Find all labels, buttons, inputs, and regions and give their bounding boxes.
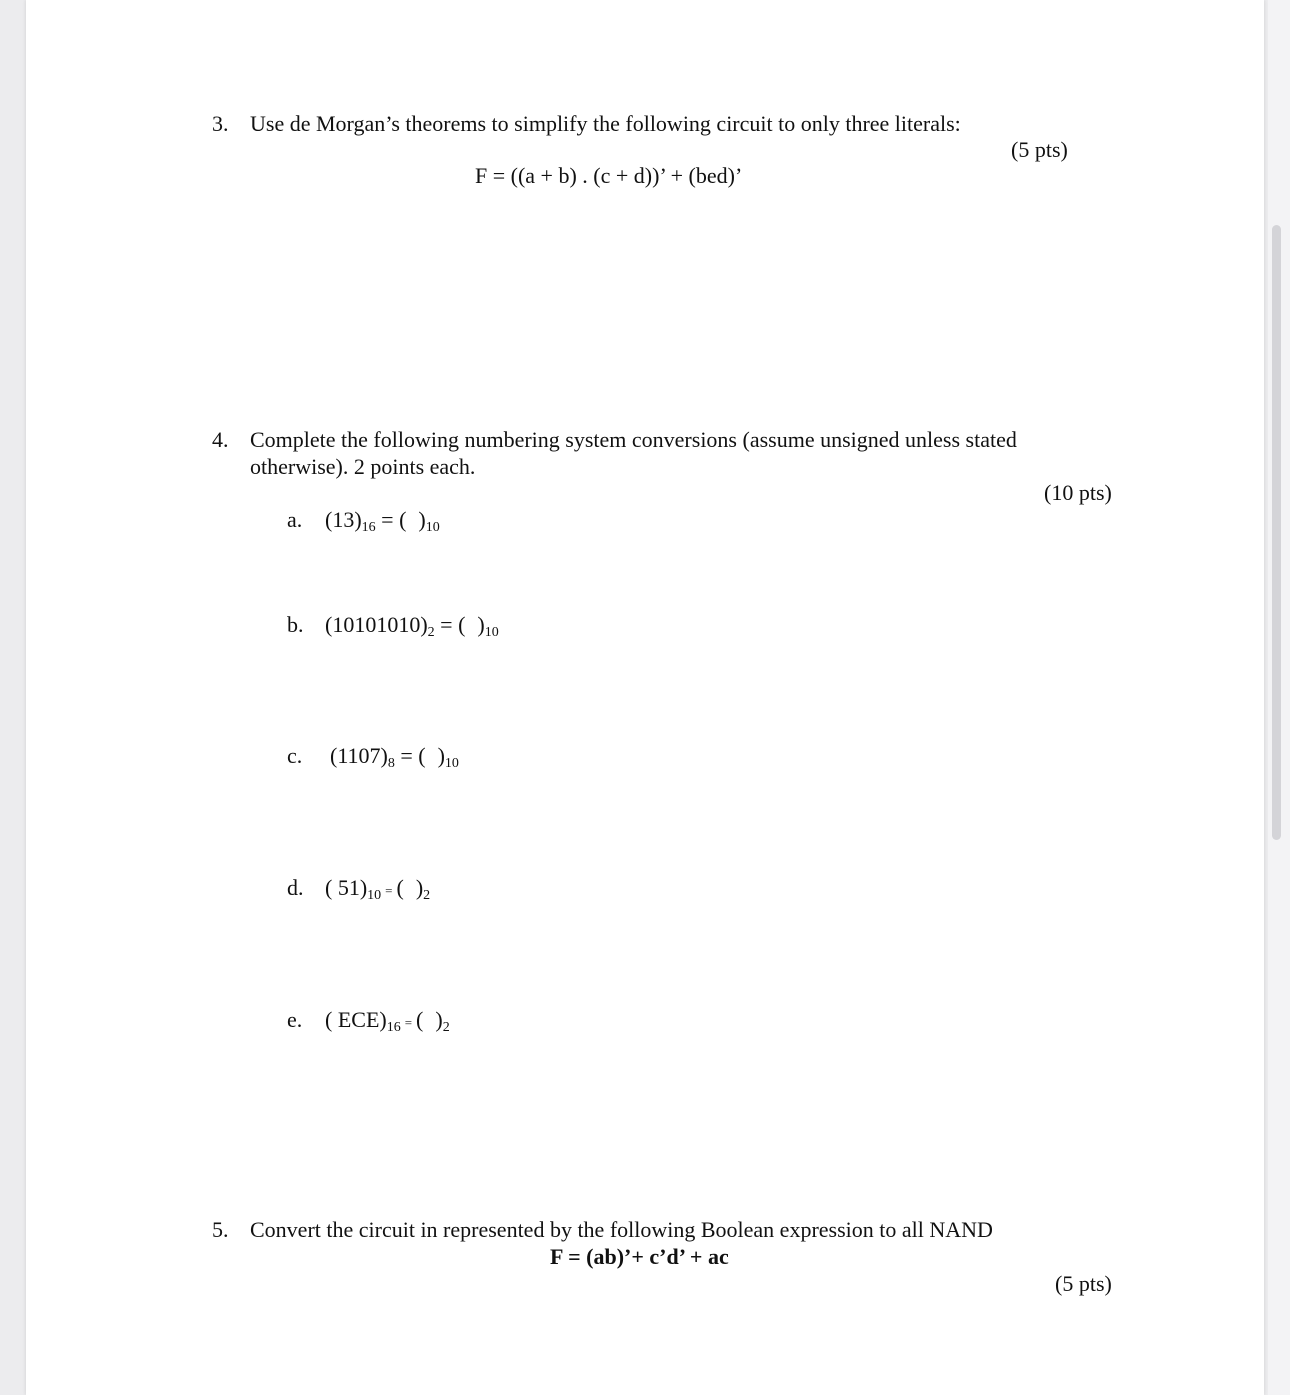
q4a-from-base: 16 (361, 520, 376, 535)
q4e-eq: = (404, 1015, 413, 1030)
q4d-from-base: 10 (367, 888, 382, 903)
scrollbar-thumb[interactable] (1272, 225, 1281, 840)
q4b-close: ) (477, 612, 485, 637)
q3-number: 3. (212, 111, 229, 136)
q5-text: Convert the circuit in represented by the following Boolean expression to all NAND (250, 1217, 993, 1242)
q4b-to-base: 10 (484, 625, 499, 640)
q4e-close: ) (435, 1007, 443, 1032)
q3-text: Use de Morgan’s theorems to simplify the following circuit to only three literals: (250, 111, 961, 136)
q4e-to-base: 2 (442, 1020, 450, 1035)
q4e-label: e. (287, 1007, 303, 1032)
q4-number: 4. (212, 427, 229, 452)
q4e-expression (325, 1007, 450, 1036)
q4d-label: d. (287, 875, 304, 900)
q4c-label: c. (287, 743, 303, 768)
q4a-close: ) (418, 507, 426, 532)
q3-formula: F = ((a + b) . (c + d))’ + (bed)’ (475, 163, 743, 188)
q4d-to-base: 2 (423, 888, 431, 903)
q4d-value: ( 51) (325, 875, 368, 900)
q4c-from-base: 8 (387, 756, 395, 771)
q4b-value: (10101010) (325, 612, 428, 637)
q4a-value: (13) (325, 507, 362, 532)
q4c-to-base: 10 (444, 756, 459, 771)
q4d-open: ( (396, 875, 404, 900)
q4d-expression (325, 875, 430, 904)
q4a-label: a. (287, 507, 303, 532)
q4b-from-base: 2 (427, 625, 435, 640)
q4b-label: b. (287, 612, 304, 637)
q4b-expression (325, 612, 499, 638)
q4-text-line1: Complete the following numbering system conversions (assume unsigned unless stated (250, 427, 1017, 452)
q4e-open: ( (416, 1007, 424, 1032)
q4c-close: ) (437, 743, 445, 768)
q3-points: (5 pts) (1011, 137, 1068, 162)
q4c-value: (1107) (330, 743, 388, 768)
q5-points: (5 pts) (1055, 1271, 1112, 1296)
q4e-from-base: 16 (386, 1020, 401, 1035)
q4e-value: ( ECE) (325, 1007, 387, 1032)
q4b-eq: = ( (440, 612, 466, 637)
q4d-close: ) (415, 875, 424, 900)
q4-points: (10 pts) (1044, 480, 1112, 505)
q5-number: 5. (212, 1217, 229, 1242)
q4d-eq: = (385, 883, 393, 898)
document-page (26, 0, 1264, 1395)
q5-formula: F = (ab)’+ c’d’ + ac (550, 1244, 729, 1269)
q4a-to-base: 10 (425, 520, 440, 535)
q4a-eq: = ( (381, 507, 407, 532)
q4-text-line2: otherwise). 2 points each. (250, 454, 476, 479)
q4a-expression (325, 507, 440, 533)
q4c-expression (330, 743, 459, 769)
q4c-eq: = ( (400, 743, 426, 768)
